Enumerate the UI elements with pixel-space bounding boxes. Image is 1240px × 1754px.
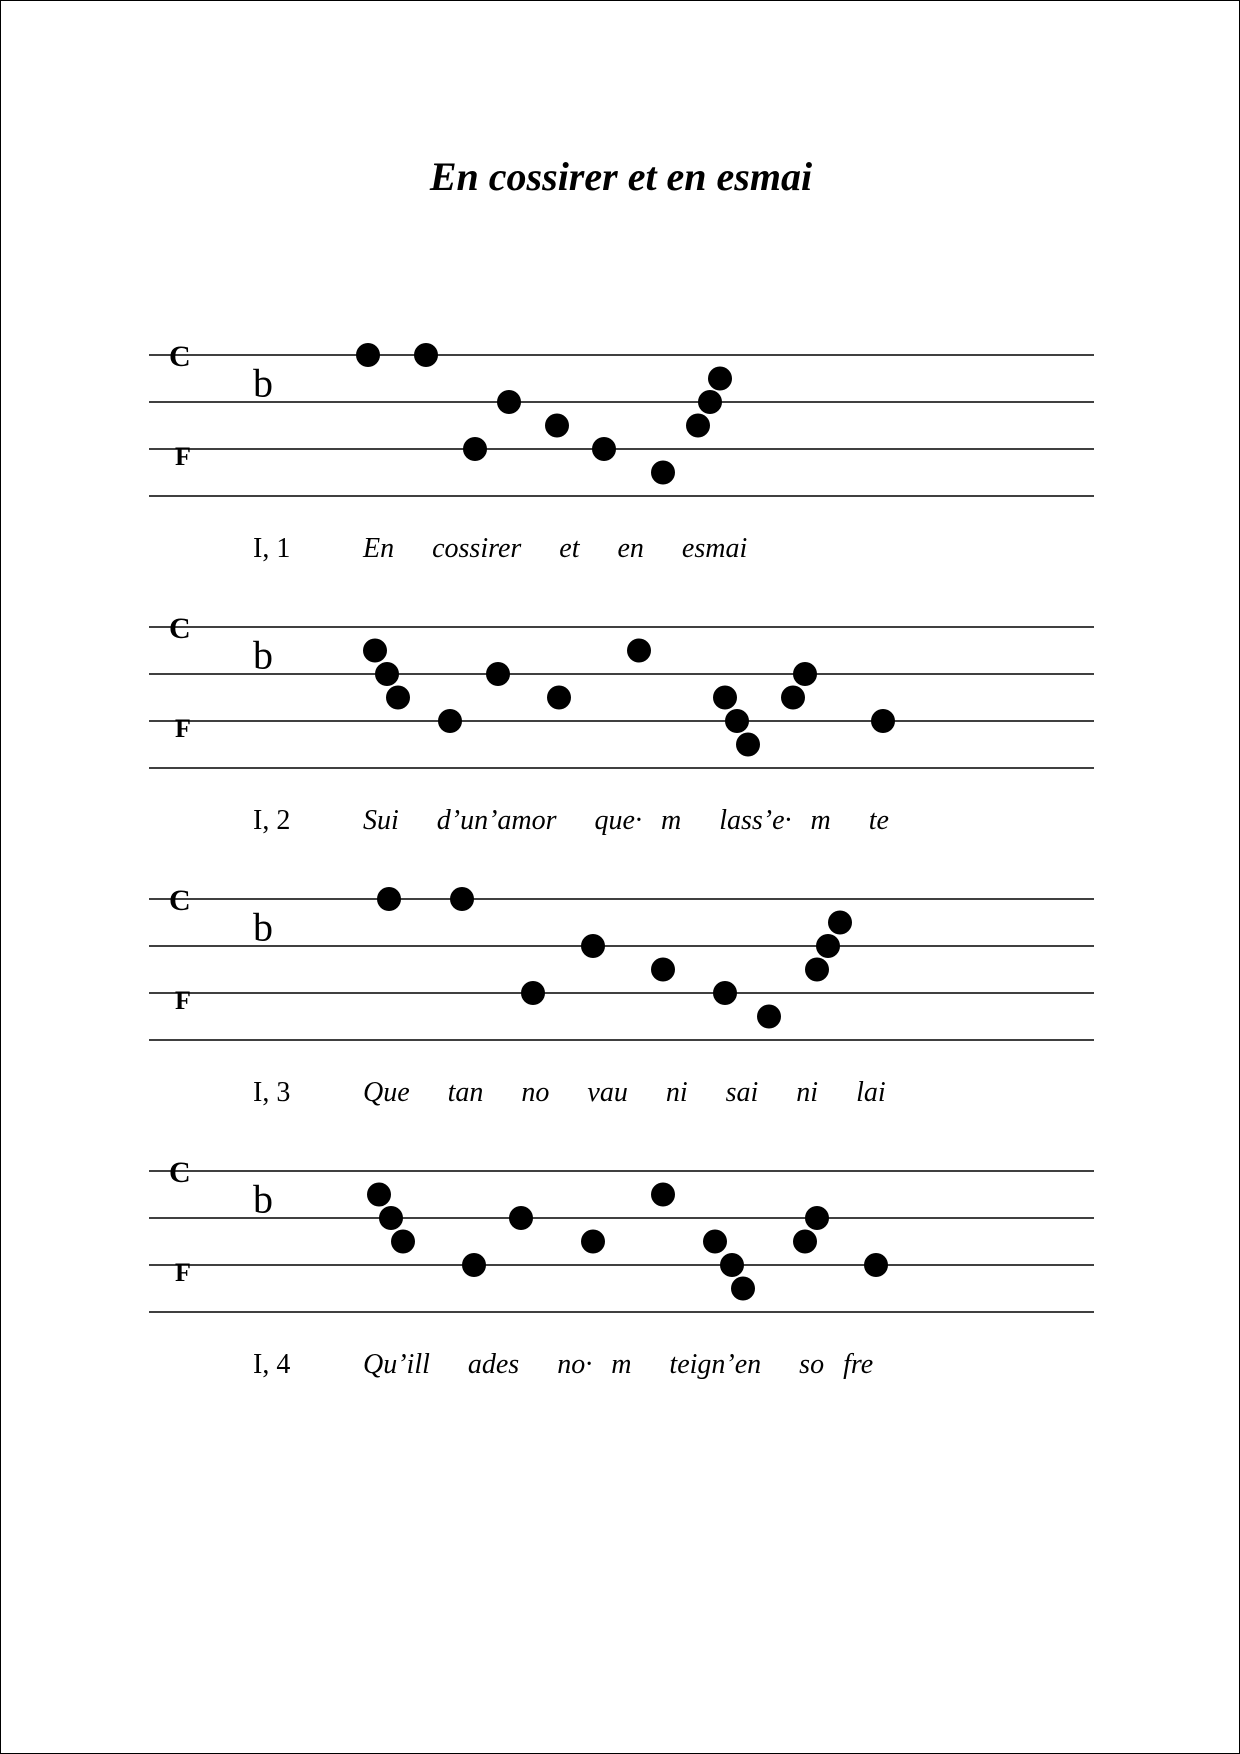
flat-sign: b: [253, 632, 273, 678]
note: [736, 733, 760, 757]
note: [686, 414, 710, 438]
note: [547, 686, 571, 710]
note: [592, 437, 616, 461]
staff-system-3: [1, 879, 1240, 1149]
note: [509, 1206, 533, 1230]
note: [377, 887, 401, 911]
staff-system-2: [1, 607, 1240, 877]
staff: [1, 879, 1240, 1069]
note: [871, 709, 895, 733]
note: [379, 1206, 403, 1230]
flat-sign: b: [253, 1176, 273, 1222]
note: [651, 1183, 675, 1207]
note: [581, 934, 605, 958]
staff-system-4: [1, 1151, 1240, 1421]
note: [367, 1183, 391, 1207]
note: [713, 686, 737, 710]
note: [864, 1253, 888, 1277]
note: [793, 662, 817, 686]
note: [497, 390, 521, 414]
page-title: En cossirer et en esmai: [429, 154, 813, 199]
note: [805, 1206, 829, 1230]
note: [805, 958, 829, 982]
note: [757, 1005, 781, 1029]
staff: [1, 335, 1240, 525]
flat-sign: b: [253, 360, 273, 406]
verse-line-label: I, 2: [253, 805, 291, 836]
note: [725, 709, 749, 733]
c-clef: C: [169, 1156, 191, 1189]
c-clef: C: [169, 612, 191, 645]
lyrics-line: Que tan no vau ni sai ni lai: [363, 1077, 886, 1108]
f-clef: F: [175, 442, 191, 471]
note: [521, 981, 545, 1005]
note: [708, 367, 732, 391]
c-clef: C: [169, 340, 191, 373]
note: [462, 1253, 486, 1277]
note: [651, 958, 675, 982]
note: [713, 981, 737, 1005]
note: [545, 414, 569, 438]
note: [720, 1253, 744, 1277]
staff: [1, 607, 1240, 797]
staff: [1, 1151, 1240, 1341]
lyrics-line: Qu’ill ades no· m teign’en so fre: [363, 1349, 874, 1380]
note: [828, 911, 852, 935]
note: [375, 662, 399, 686]
note: [363, 639, 387, 663]
note: [627, 639, 651, 663]
verse-line-label: I, 4: [253, 1349, 291, 1380]
note: [781, 686, 805, 710]
note: [651, 461, 675, 485]
lyrics-line: Sui d’un’amor que· m lass’e· m te: [363, 805, 889, 836]
note: [386, 686, 410, 710]
note: [703, 1230, 727, 1254]
verse-line-label: I, 1: [253, 533, 291, 564]
note: [581, 1230, 605, 1254]
note: [816, 934, 840, 958]
note: [450, 887, 474, 911]
note: [391, 1230, 415, 1254]
lyrics-line: En cossirer et en esmai: [363, 533, 748, 564]
note: [698, 390, 722, 414]
flat-sign: b: [253, 904, 273, 950]
f-clef: F: [175, 986, 191, 1015]
c-clef: C: [169, 884, 191, 917]
note: [463, 437, 487, 461]
staff-system-1: [1, 335, 1240, 605]
f-clef: F: [175, 714, 191, 743]
note: [438, 709, 462, 733]
verse-line-label: I, 3: [253, 1077, 291, 1108]
note: [356, 343, 380, 367]
note: [793, 1230, 817, 1254]
note: [414, 343, 438, 367]
f-clef: F: [175, 1258, 191, 1287]
note: [731, 1277, 755, 1301]
note: [486, 662, 510, 686]
